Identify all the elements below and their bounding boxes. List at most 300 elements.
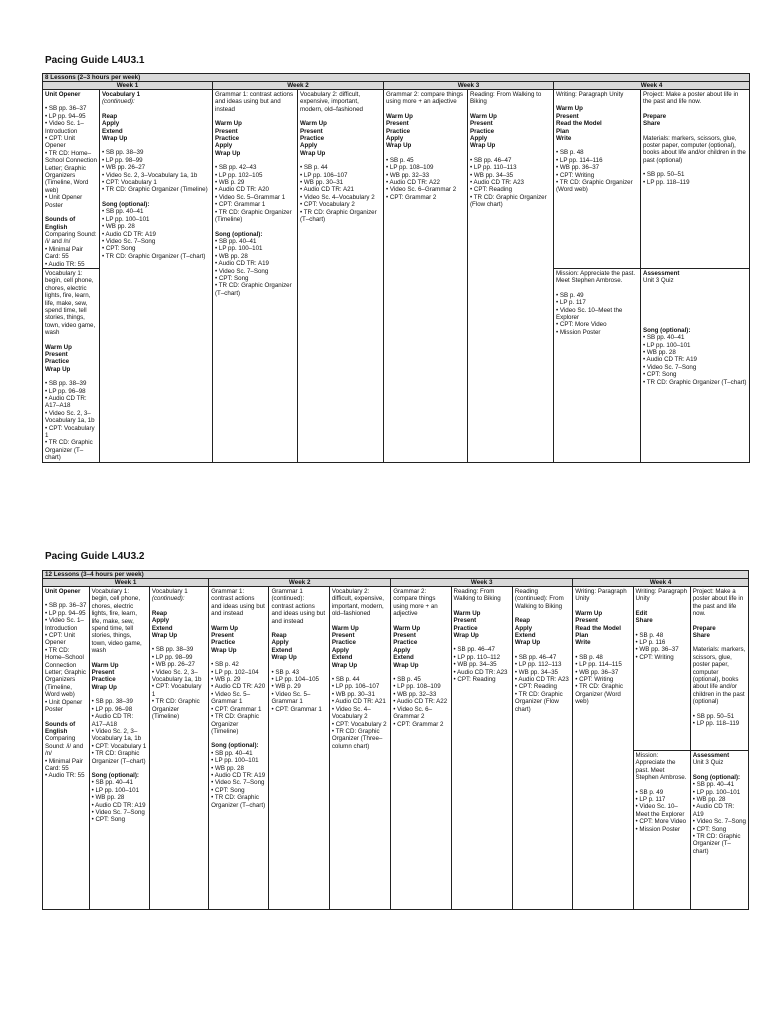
cell-heading: Share [635,617,653,625]
cell-text: • SB p. 48 [556,149,584,157]
cell-text: • SB p. 45 [386,156,414,164]
cell-heading: Present [575,617,598,625]
cell-spacer [45,209,97,216]
cell-text: • TR CD: Graphic Organizer (Timeline) [151,698,200,721]
cell-text: • CPT: Grammar 1 [271,705,322,713]
cell-text: • CPT: Reading [453,676,496,684]
cell-text: • LP pp. 102–105 [215,171,263,179]
cell-text: • Audio TR: 55 [45,260,85,268]
cell-text: • LP pp. 100–101 [643,341,691,349]
cell-heading: Extend [151,624,173,632]
cell-text: • Audio CD TR: A20 [215,186,269,194]
cell-spacer [636,782,688,789]
cell-text: • Unit Opener Poster [45,698,83,714]
cell-text: • Audio CD TR: A19 [215,260,269,268]
cell-text: • Video Sc. 4–Vocabulary 2 [331,705,371,721]
cell-heading: Present [45,351,68,358]
cell-text: • CPT: Unit Opener [45,632,76,647]
cell-text: • WB pp. 26–27 [151,661,195,669]
cell-heading: Prepare [692,624,716,632]
cell-heading: Extend [393,654,414,662]
cell-text: Comparing Sound: /i/ and /n/ [45,735,84,758]
cell-heading: Warm Up [386,112,413,120]
cell-heading: Warm Up [453,609,481,617]
cell-heading: Warm Up [575,609,603,617]
cell-text: • Audio CD TR: A19 [91,801,146,809]
cell-text: (continued): [102,98,135,106]
week-1-header: Week 1 [43,579,209,587]
cell-heading: Extend [514,632,536,640]
cell-spacer [643,299,747,306]
cell-heading: Wrap Up [271,654,297,662]
cell-spacer [454,639,510,646]
lesson-cell [269,587,329,910]
cell-spacer [636,603,688,610]
cell-heading: Apply [215,142,233,150]
cell-text: • TR CD: Home–School Connection Letter; Graphic Organizers (Timeline, Word web) [45,149,97,194]
cell-text: • Video Sc. 2, 3–Vocabulary 1a, 1b [45,409,95,425]
lesson-cell [512,587,572,910]
cell-text: Reading: From Walking to Biking [470,91,542,106]
cell-text: • WB pp. 36–37 [575,668,619,676]
cell-text: Reading: From Walking to Biking [453,588,501,603]
cell-heading: Present [91,669,115,677]
cell-text: • SB pp. 50–51 [643,171,685,179]
week-3-header: Week 3 [391,579,573,587]
lesson-cell [43,587,90,910]
cell-spacer [393,669,448,676]
cell-text: (continued): [151,595,185,603]
cell-heading: Extend [331,654,353,662]
cell-spacer [215,113,295,120]
cell-text: • Audio CD TR: A19 [211,771,266,779]
cell-heading: Wrap Up [331,661,358,669]
lesson-cell [43,268,100,462]
lesson-cell [573,587,633,910]
cell-text: • Video Sc. 5–Grammar 1 [215,193,286,201]
cell-heading: Plan [556,127,570,135]
cell-heading: Warm Up [45,343,72,351]
cell-text: • SB p. 49 [556,291,584,299]
cell-heading: Warm Up [331,624,359,632]
cell-text: • LP pp. 108–109 [393,683,441,691]
cell-text: • CPT: Writing [575,676,614,684]
cell-text: • CPT: Song [215,274,249,282]
lesson-cell [451,587,512,910]
cell-text: • Video Sc. 2, 3–Vocabulary 1a, 1b [151,668,202,684]
lessons-row [43,571,749,579]
cell-heading: Share [692,632,710,640]
cell-text: • SB pp. 40–41 [211,749,253,757]
cell-text: • Mission Poster [635,825,681,833]
cell-heading: Wrap Up [393,661,419,669]
cell-text: Comparing Sound: /i/ and /n/ [45,230,97,246]
cell-text: • SB pp. 40–41 [692,781,735,789]
cell-text: • WB p. 29 [211,676,241,684]
cell-text: Unit 3 Quiz [692,759,724,767]
cell-text: Mission: Appreciate the past. Meet Stephen Ambrose. [556,269,636,285]
cell-heading: Share [643,120,661,128]
cell-heading: Edit [635,609,648,617]
cell-heading: Sounds of English [45,720,76,735]
cell-text: Project: Make a poster about life in the past and life now. [692,588,744,618]
cell-spacer [693,767,746,774]
cell-heading: Wrap Up [45,365,71,373]
cell-text: Vocabulary 1: begin, cell phone, chores, electric lights, fire, learn, life, make, sew, spend time, tell stories, things, town, video game, wash [45,269,96,337]
cell-text: • CPT: Vocabulary 1 [102,179,157,187]
cell-spacer [271,662,326,669]
cell-text: • CPT: Vocabulary 1 [151,683,202,698]
lesson-cell [209,587,269,910]
lessons-label: 12 Lessons (3–4 hours per week) [43,571,749,579]
lesson-cell [641,268,750,462]
week-header-row [43,82,750,90]
cell-heading: Apply [151,617,170,625]
cell-text: • TR CD: Home–School Connection Letter; Graphic Organizers (Timeline, Word web) [45,646,86,699]
cell-text: • Video Sc. 7–Song [215,267,269,275]
cell-text: • CPT: Reading [470,186,513,194]
cell-text: Grammar 2: compare things using more + an adjective [393,588,438,618]
cell-text: • Video Sc. 10–Meet the Explorer [556,306,623,321]
cell-text: Writing: Paragraph Unity [556,91,624,98]
cell-text: • TR CD: Graphic Organizer (Flow chart) [470,193,547,209]
cell-text: • Video Sc. 10–Meet the Explorer [635,803,685,818]
cell-text: • LP pp. 104–105 [271,676,319,684]
cell-heading: Song (optional): [102,200,150,208]
lessons-row [43,74,750,82]
lesson-cell [149,587,208,910]
cell-text: • CPT: Grammar 2 [386,193,437,201]
cell-heading: Practice [300,135,325,143]
cell-text: • SB pp. 38–39 [102,149,144,157]
lesson-cell [298,90,384,463]
cell-heading: Vocabulary 1 [102,91,141,98]
cell-text: • LP pp. 106–107 [331,683,380,691]
cell-text: • LP p. 116 [635,639,666,647]
cell-heading: Wrap Up [453,632,479,640]
cell-text: • CPT: Song [643,371,677,379]
cell-spacer [92,655,147,662]
cell-text: • CPT: Song [692,825,727,833]
cell-text: • LP pp. 118–119 [643,178,690,186]
pacing-guide-2-title: Pacing Guide L4U3.2 [45,551,145,562]
cell-spacer [152,639,206,646]
cell-text: • Audio CD TR: A19 [692,803,735,818]
cell-text: Materials: markers, scissors, glue, poster paper, computer (optional), books about life and/or children in the past (optional) [692,646,746,706]
lesson-cell [554,268,641,462]
cell-text: • SB pp. 36–37 [45,602,87,610]
cell-text: • LP pp. 114–116 [556,156,603,164]
cell-text: • LP pp. 114–115 [575,661,622,669]
cell-spacer [393,618,448,625]
cell-heading: Practice [386,127,411,135]
lesson-cell [633,587,690,751]
cell-spacer [300,113,381,120]
cell-heading: Wrap Up [211,646,237,654]
cell-spacer [693,618,746,625]
cell-spacer [45,714,87,721]
cell-text: Unit 3 Quiz [643,277,674,285]
cell-text: • Audio CD TR: A22 [393,698,448,706]
cell-spacer [515,647,570,654]
cell-text: • LP pp. 100–101 [215,245,263,253]
cell-spacer [575,647,630,654]
lesson-cell [633,751,690,910]
cell-heading: Wrap Up [514,639,541,647]
cell-spacer [45,595,87,602]
cell-heading: Apply [470,135,488,143]
cell-spacer [556,98,638,105]
cell-heading: Prepare [643,112,667,120]
lesson-cell [89,587,149,910]
cell-heading: Apply [271,639,289,647]
cell-text: • WB pp. 34–35 [514,668,558,676]
cell-heading: Song (optional): [643,326,691,334]
cell-text: • WB pp. 30–31 [331,690,375,698]
cell-text: • CPT: Vocabulary 2 [300,201,355,209]
cell-spacer [332,618,388,625]
cell-text: • CPT: Vocabulary 1 [45,424,95,440]
cell-spacer [693,706,746,713]
cell-text: • WB pp. 26–27 [102,164,146,172]
cell-heading: Song (optional): [692,773,741,781]
cell-text: Vocabulary 1: begin, cell phone, chores, electric lights, fire, learn, life, make, sew, spend time, tell stories, things, town, video game, wash [91,588,142,655]
cell-heading: Unit Opener [45,588,81,595]
cell-heading: Warm Up [556,105,583,113]
cell-heading: Present [453,617,477,625]
cell-text: Reading (continued): From Walking to Biking [514,588,564,610]
cell-text: • TR CD: Graphic Organizer (T–chart) [102,252,206,260]
cell-text: • LP p. 117 [635,796,666,804]
cell-spacer [102,106,210,113]
cell-text: • Video Sc. 2, 3–Vocabulary 1a, 1b [91,727,142,743]
cell-text: • SB p. 45 [393,676,421,684]
cell-heading: Write [575,639,591,647]
cell-spacer [515,610,570,617]
cell-spacer [386,106,465,113]
cell-heading: Apply [386,135,404,143]
pacing-guide-2-table [42,570,749,910]
cell-text: • SB pp. 40–41 [215,237,257,245]
cell-text: • SB p. 48 [575,653,603,661]
cell-text: • Video Sc. 5–Grammar 1 [271,690,311,706]
cell-text: • CPT: Reading [514,683,557,691]
cell-text: • TR CD: Graphic Organizer (Timeline) [102,186,208,194]
cell-spacer [643,128,747,135]
cell-heading: Apply [102,120,120,128]
cell-text: • WB pp. 34–35 [470,171,514,179]
cell-text: • Minimal Pair Card: 55 [45,245,83,261]
cell-text: Vocabulary 2: difficult, expensive, important, modern, old–fashioned [300,91,363,113]
cell-text: • WB pp. 30–31 [300,179,344,187]
cell-spacer [575,603,630,610]
cell-text: • Video Sc. 7–Song [692,818,746,826]
cell-text: • Mission Poster [556,328,601,336]
cell-heading: Read the Model [556,120,602,128]
cell-text: • LP pp. 98–99 [151,653,193,661]
cell-text: • Audio CD TR: A21 [300,186,354,194]
week-3-header: Week 3 [384,82,554,90]
cell-text: • Video Sc. 7–Song [211,779,265,787]
cell-text: • LP pp. 106–107 [300,171,348,179]
cell-text: • TR CD: Graphic Organizer (Word web) [556,179,633,194]
cell-text: • Video Sc. 7–Song [643,363,697,371]
cell-spacer [211,618,266,625]
cell-heading: Apply [300,142,318,150]
cell-text: • CPT: Unit Opener [45,135,76,150]
cell-heading: Wrap Up [91,683,117,691]
cell-text: • LP pp. 110–113 [470,164,517,172]
cell-text: • CPT: Song [102,245,136,253]
cell-text: • TR CD: Graphic Organizer (Three–column chart) [331,727,383,750]
cell-text: • LP pp. 96–98 [91,705,133,713]
cell-text: • SB pp. 40–41 [91,779,133,787]
cell-spacer [45,98,97,105]
cell-spacer [45,373,97,380]
cell-heading: Plan [575,632,589,640]
cell-text: • SB pp. 40–41 [643,334,685,342]
cell-text: Grammar 1: contrast actions and ideas using but and instead [215,91,294,113]
cell-text: • CPT: Grammar 1 [211,705,262,713]
cell-spacer [636,625,688,632]
cell-text: • TR CD: Graphic Organizer (T–chart) [211,794,266,809]
cell-heading: Practice [215,135,240,143]
cell-text: Writing: Paragraph Unity [635,588,688,603]
cell-text: • LP pp. 96–98 [45,387,86,395]
lesson-row-1 [43,90,750,269]
cell-spacer [92,691,147,698]
cell-spacer [102,142,210,149]
cell-text: • TR CD: Graphic Organizer (Flow chart) [514,690,563,713]
cell-spacer [643,292,747,299]
cell-spacer [215,157,295,164]
cell-spacer [693,639,746,646]
cell-spacer [556,142,638,149]
cell-spacer [215,224,295,231]
cell-text: • SB p. 44 [300,164,328,172]
week-2-header: Week 2 [213,82,384,90]
cell-text: • SB pp. 38–39 [151,646,194,654]
cell-spacer [643,313,747,320]
lesson-cell [554,90,641,269]
cell-text: • TR CD: Graphic Organizer (T–chart) [692,833,741,855]
cell-text: • LP pp. 118–119 [692,720,740,728]
cell-heading: Wrap Up [470,142,496,150]
lesson-cell [690,751,748,910]
cell-text: • WB p. 29 [271,683,301,691]
cell-heading: Apply [514,624,533,632]
cell-heading: Read the Model [575,624,621,632]
cell-heading: Reap [514,617,531,625]
cell-text: • Audio CD TR: A21 [331,698,386,706]
cell-text: • WB pp. 36–37 [635,646,679,654]
cell-text: • Video Sc. 2, 3–Vocabulary 1a, 1b [102,171,198,179]
cell-text: • CPT: Song [211,786,245,794]
cell-spacer [211,654,266,661]
cell-text: • SB pp. 42–43 [215,164,257,172]
cell-text: • Audio CD TR: A23 [514,676,569,684]
cell-text: Grammar 1: contrast actions and ideas using but and instead [211,588,265,618]
cell-text: • LP pp. 112–113 [514,661,562,669]
cell-text: • WB pp. 28 [215,252,248,260]
cell-text: • Video Sc. 1–Introduction [45,617,84,632]
cell-text: • TR CD: Graphic Organizer (T–chart) [45,439,93,462]
cell-text: • SB pp. 38–39 [91,698,133,706]
cell-heading: Practice [470,127,495,135]
week-1-header: Week 1 [43,82,213,90]
cell-text: • SB p. 43 [271,668,300,676]
cell-text: • CPT: Vocabulary 2 [331,720,387,728]
cell-text: • Audio CD TR: A23 [453,668,508,676]
cell-text: • TR CD: Graphic Organizer (Timeline) [211,713,259,735]
cell-text: • TR CD: Graphic Organizer (T–chart) [91,750,146,765]
cell-text: • WB pp. 36–37 [556,164,600,172]
cell-heading: Sounds of English [45,216,76,231]
cell-heading: Present [215,127,238,135]
cell-heading: Extend [102,127,123,135]
cell-text: • WB pp. 28 [91,794,125,802]
cell-text: Vocabulary 2: difficult, expensive, important, modern, old–fashioned [331,588,384,618]
cell-text: • TR CD: Graphic Organizer (T–chart) [215,282,292,297]
cell-heading: Song (optional): [215,230,263,238]
cell-text: Vocabulary 1 [151,588,188,595]
cell-heading: Present [393,632,416,640]
cell-heading: Wrap Up [386,142,412,150]
lesson-cell [384,90,468,463]
lessons-label: 8 Lessons (2–3 hours per week) [43,74,750,82]
cell-spacer [556,285,638,292]
cell-heading: Wrap Up [215,149,241,157]
cell-spacer [332,669,388,676]
cell-text: • Audio CD TR: A19 [643,356,697,364]
cell-spacer [92,765,147,772]
lesson-cell [641,90,750,269]
cell-spacer [211,735,266,742]
cell-text: • Video Sc. 7–Song [91,808,145,816]
cell-text: • Video Sc. 4–Vocabulary 2 [300,193,375,201]
pacing-guide-1-table [42,73,750,463]
cell-spacer [470,106,551,113]
cell-text: • LP pp. 110–112 [453,653,501,661]
cell-text: • CPT: Writing [556,171,595,179]
cell-text: • TR CD: Graphic Organizer (T–chart) [300,208,377,224]
cell-heading: Warm Up [300,120,327,128]
cell-text: • Video Sc. 7–Song [102,237,156,245]
cell-heading: Practice [211,639,236,647]
cell-text: • LP pp. 100–101 [102,215,150,223]
cell-text: • LP pp. 94–95 [45,112,86,120]
cell-heading: Reap [151,609,168,617]
cell-text: • Unit Opener Poster [45,194,83,209]
cell-text: • WB pp. 34–35 [453,661,497,669]
cell-text: Grammar 1 (continued): contrast actions and ideas using but and instead [271,588,326,625]
week-2-header: Week 2 [209,579,391,587]
cell-heading: Practice [91,676,116,684]
cell-heading: Song (optional): [211,742,259,750]
cell-text: • TR CD: Graphic Organizer (T–chart) [643,378,747,386]
cell-text: • WB pp. 28 [211,764,244,772]
cell-text: • LP pp. 100–101 [91,786,140,794]
cell-text: • LP pp. 98–99 [102,156,143,164]
cell-text: • WB pp. 32–33 [386,171,430,179]
cell-heading: Reap [271,632,287,640]
cell-text: • Audio CD TR: A20 [211,683,266,691]
cell-text: • Audio CD TR: A22 [386,179,440,187]
cell-text: • WB pp. 28 [692,796,726,804]
cell-heading: Warm Up [215,120,242,128]
lesson-cell [468,90,554,463]
lesson-cell [213,90,298,463]
